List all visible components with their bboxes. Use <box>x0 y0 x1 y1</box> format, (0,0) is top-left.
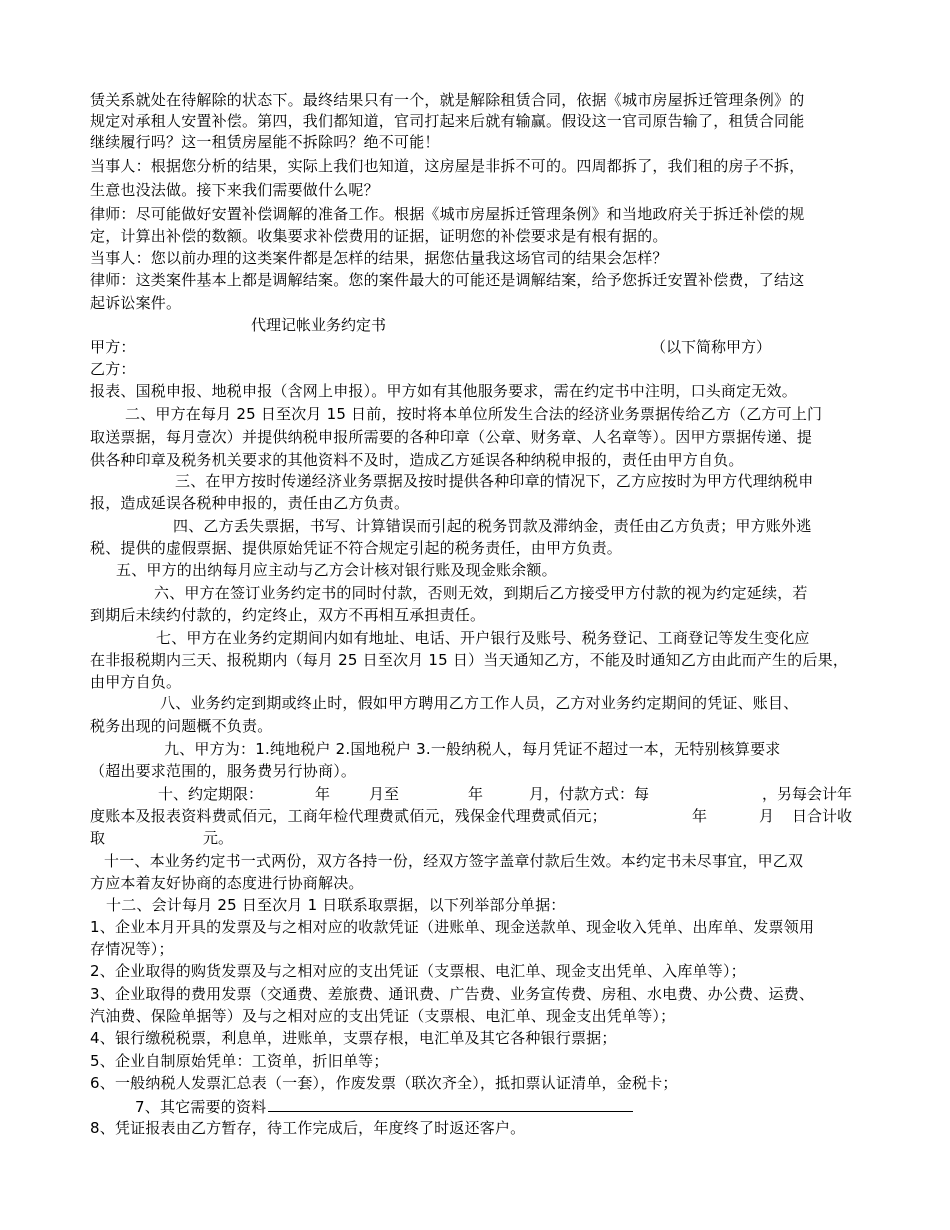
clause-7-line: 由甲方自负。 <box>90 673 182 691</box>
list-item <box>135 1096 633 1117</box>
list-item: 8、凭证报表由乙方暂存，待工作完成后，年度终了时返还客户。 <box>90 1119 526 1137</box>
clause-11: 十一、本业务约定书一式两份，双方各持一份，经双方签字盖章付款后生效。本约定书未尽事宜，甲乙双 <box>104 852 804 870</box>
clause-9: 九、甲方为：1.纯地税户 2.国地税户 3.一般纳税人，每月凭证不超过一本，无特别核算要求 <box>164 740 781 758</box>
dialogue-line: 继续履行吗？这一租赁房屋能不拆除吗？绝不可能！ <box>90 133 440 151</box>
clause-10-tail: ，另每会计年 <box>762 785 853 803</box>
clause-10-line: 取 <box>90 829 106 847</box>
clause-10-year: 年 <box>315 785 331 803</box>
list-item: 5、企业自制原始凭单：工资单，折旧单等； <box>90 1052 389 1070</box>
list-item: 1、企业本月开具的发票及与之相对应的收款凭证（进账单、现金送款单、现金收入凭单、出库单、发票领用 <box>90 918 815 936</box>
clause-2-line: 取送票据，每月壹次）并提供纳税申报所需要的各种印章（公章、财务章、人名章等）。因甲方票据传递、提 <box>90 428 813 446</box>
dialogue-line: 当事人：根据您分析的结果，实际上我们也知道，这房屋是非拆不可的。四周都拆了，我们租的房子不拆， <box>90 157 805 175</box>
agreement-title: 代理记帐业务约定书 <box>251 316 387 334</box>
party-b-label: 乙方： <box>90 360 136 378</box>
dialogue-line: 生意也没法做。接下来我们需要做什么呢？ <box>90 181 379 199</box>
list-item-line: 存情况等）； <box>90 940 174 958</box>
clause-4: 四、乙方丢失票据，书写、计算错误而引起的税务罚款及滞纳金，责任由乙方负责；甲方账外逃 <box>173 517 812 535</box>
clause-7-line: 在非报税期内三天、报税期内（每月 25 日至次月 15 日）当天通知乙方，不能及时通知乙方由此而产生的后果， <box>90 651 849 669</box>
clause-10-month: 月至 <box>369 785 400 803</box>
clause-10-label: 十、约定期限： <box>158 785 264 803</box>
clause-8: 八、业务约定到期或终止时，假如甲方聘用乙方工作人员，乙方对业务约定期间的凭证、账目、 <box>160 694 799 712</box>
party-a-label: 甲方： <box>90 338 136 356</box>
clause-7: 七、甲方在业务约定期间内如有地址、电话、开户银行及账号、税务登记、工商登记等发生变化应 <box>156 629 810 647</box>
list-item-label: 7、其它需要的资料 <box>135 1098 267 1116</box>
clause-1-tail: 报表、国税申报、地税申报（含网上申报）。甲方如有其他服务要求，需在约定书中注明，口头商定无效。 <box>90 382 797 400</box>
dialogue-line: 赁关系就处在待解除的状态下。最终结果只有一个，就是解除租赁合同，依据《城市房屋拆迁管理条例》的 <box>90 91 805 109</box>
dialogue-line: 规定对承租人安置补偿。第四，我们都知道，官司打起来后就有输赢。假设这一官司原告输了，租赁合同能 <box>90 112 805 130</box>
clause-10-month: 月 <box>759 807 775 825</box>
list-item: 4、银行缴税税票，利息单，进账单，支票存根，电汇单及其它各种银行票据； <box>90 1029 617 1047</box>
clause-5: 五、甲方的出纳每月应主动与乙方会计核对银行账及现金账余额。 <box>116 561 557 579</box>
dialogue-line: 律师：尽可能做好安置补偿调解的准备工作。根据《城市房屋拆迁管理条例》和当地政府关于拆迁补偿的规 <box>90 205 805 223</box>
clause-4-line: 税、提供的虚假票据、提供原始凭证不符合规定引起的税务责任，由甲方负责。 <box>90 539 623 557</box>
clause-3-line: 报，造成延误各税种申报的，责任由乙方负责。 <box>90 494 410 512</box>
list-item: 6、一般纳税人发票汇总表（一套），作废发票（联次齐全），抵扣票认证清单，金税卡； <box>90 1074 678 1092</box>
clause-10-year: 年 <box>692 807 708 825</box>
clause-12: 十二、会计每月 25 日至次月 1 日联系取票据，以下列举部分单据： <box>106 896 566 914</box>
dialogue-line: 定，计算出补偿的数额。收集要求补偿费用的证据，证明您的补偿要求是有根有据的。 <box>90 227 668 245</box>
clause-10-line: 度账本及报表资料费贰佰元，工商年检代理费贰佰元，残保金代理费贰佰元； <box>90 807 607 825</box>
party-a-note: （以下简称甲方） <box>651 338 772 356</box>
clause-11-line: 方应本着友好协商的态度进行协商解决。 <box>90 874 364 892</box>
dialogue-line: 当事人：您以前办理的这类案件都是怎样的结果，据您估量我这场官司的结果会怎样？ <box>90 249 668 267</box>
clause-10-line: 元。 <box>203 829 234 847</box>
clause-10-day: 日合计收 <box>792 807 853 825</box>
clause-2-line: 供各种印章及税务机关要求的其他资料不及时，造成乙方延误各种纳税申报的，责任由甲方自负。 <box>90 451 744 469</box>
list-item: 3、企业取得的费用发票（交通费、差旅费、通讯费、广告费、业务宣传费、房租、水电费、办公费、运费、 <box>90 985 815 1003</box>
list-item: 2、企业取得的购货发票及与之相对应的支出凭证（支票根、电汇单、现金支出凭单、入库单等）； <box>90 962 746 980</box>
clause-8-line: 税务出现的问题概不负责。 <box>90 717 273 735</box>
clause-2: 二、甲方在每月 25 日至次月 15 日前，按时将本单位所发生合法的经济业务票据传给乙方（乙方可上门 <box>125 405 823 423</box>
clause-6-line: 到期后未续约付款的，约定终止，双方不再相互承担责任。 <box>90 606 486 624</box>
blank-underline <box>268 1096 633 1112</box>
clause-9-line: （超出要求范围的，服务费另行协商）。 <box>90 762 357 780</box>
clause-6: 六、甲方在签订业务约定书的同时付款，否则无效，到期后乙方接受甲方付款的视为约定延续，若 <box>154 584 808 602</box>
clause-10-year: 年 <box>468 785 484 803</box>
list-item-line: 汽油费、保险单据等）及与之相对应的支出凭证（支票根、电汇单、现金支出凭单等）； <box>90 1007 676 1025</box>
dialogue-line: 律师：这类案件基本上都是调解结案。您的案件最大的可能还是调解结案，给予您拆迁安置补偿费，了结这 <box>90 271 805 289</box>
clause-3: 三、在甲方按时传递经济业务票据及按时提供各种印章的情况下，乙方应按时为甲方代理纳税申 <box>175 472 814 490</box>
clause-10-month: 月，付款方式：每 <box>529 785 650 803</box>
dialogue-line: 起诉讼案件。 <box>90 294 182 312</box>
